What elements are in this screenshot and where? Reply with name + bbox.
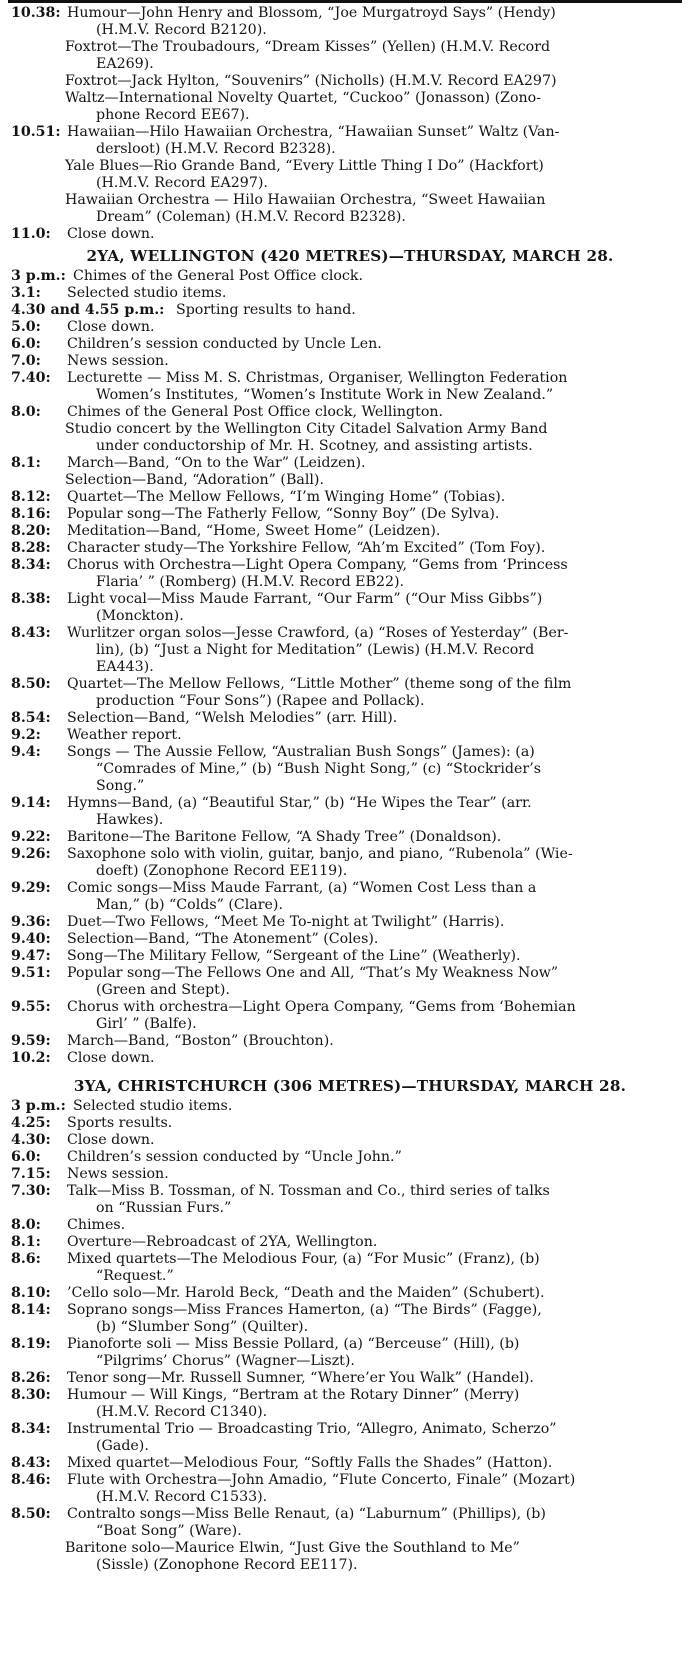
time-stamp: 8.1:	[11, 455, 41, 471]
programme-item-continuation: Girl’ ” (Balfe).	[96, 1016, 197, 1032]
programme-item: Lecturette — Miss M. S. Christmas, Organiser, Wellington Federation	[67, 370, 568, 386]
programme-item: Sporting results to hand.	[176, 302, 356, 318]
programme-item: Pianoforte soli — Miss Bessie Pollard, (a) “Berceuse” (Hill), (b)	[67, 1336, 520, 1352]
time-stamp: 9.47:	[11, 948, 51, 964]
programme-item-continuation: Flaria’ ” (Romberg) (H.M.V. Record EB22).	[96, 574, 405, 590]
time-stamp: 5.0:	[11, 319, 41, 335]
section-heading: 3YA, CHRISTCHURCH (306 METRES)—THURSDAY, MARCH 28.	[73, 1077, 627, 1095]
programme-item-continuation: (H.M.V. Record B2120).	[96, 22, 267, 38]
time-stamp: 4.25:	[11, 1115, 51, 1131]
programme-item: Overture—Rebroadcast of 2YA, Wellington.	[67, 1234, 378, 1250]
programme-item: Duet—Two Fellows, “Meet Me To-night at Twilight” (Harris).	[67, 914, 505, 930]
time-stamp: 3.1:	[11, 285, 41, 301]
programme-item: Selected studio items.	[67, 285, 227, 301]
time-stamp: 3 p.m.:	[11, 1098, 66, 1114]
programme-item-continuation: (H.M.V. Record C1533).	[96, 1489, 268, 1505]
programme-item-continuation: (H.M.V. Record C1340).	[96, 1404, 268, 1420]
time-stamp: 8.14:	[11, 1302, 51, 1318]
time-stamp: 8.19:	[11, 1336, 51, 1352]
programme-item: Waltz—International Novelty Quartet, “Cuckoo” (Jonasson) (Zono-	[65, 90, 541, 106]
programme-item: Humour—John Henry and Blossom, “Joe Murgatroyd Says” (Hendy)	[67, 5, 556, 21]
time-stamp: 9.40:	[11, 931, 51, 947]
programme-item: Instrumental Trio — Broadcasting Trio, “Allegro, Animato, Scherzo”	[67, 1421, 557, 1437]
programme-item: Chimes of the General Post Office clock.	[73, 268, 363, 284]
time-stamp: 9.4:	[11, 744, 41, 760]
programme-item: Hawaiian—Hilo Hawaiian Orchestra, “Hawaiian Sunset” Waltz (Van-	[67, 124, 560, 140]
time-stamp: 8.0:	[11, 404, 41, 420]
time-stamp: 4.30:	[11, 1132, 51, 1148]
time-stamp: 9.22:	[11, 829, 51, 845]
programme-item: ’Cello solo—Mr. Harold Beck, “Death and the Maiden” (Schubert).	[67, 1285, 545, 1301]
programme-item: Chimes of the General Post Office clock, Wellington.	[67, 404, 444, 420]
time-stamp: 8.54:	[11, 710, 51, 726]
time-stamp: 9.59:	[11, 1033, 51, 1049]
programme-item-continuation: Song.”	[96, 778, 145, 794]
time-stamp: 10.38:	[11, 5, 61, 21]
programme-item: Chorus with Orchestra—Light Opera Company, “Gems from ‘Princess	[67, 557, 568, 573]
programme-item-continuation: Hawkes).	[96, 812, 164, 828]
time-stamp: 8.34:	[11, 1421, 51, 1437]
programme-item: Children’s session conducted by Uncle Len.	[67, 336, 382, 352]
programme-item: Quartet—The Mellow Fellows, “I’m Winging Home” (Tobias).	[67, 489, 506, 505]
time-stamp: 8.1:	[11, 1234, 41, 1250]
time-stamp: 8.6:	[11, 1251, 41, 1267]
programme-item: Soprano songs—Miss Frances Hamerton, (a) “The Birds” (Fagge),	[67, 1302, 542, 1318]
top-rule	[8, 0, 682, 3]
programme-item-continuation: (Green and Stept).	[96, 982, 230, 998]
programme-item: Comic songs—Miss Maude Farrant, (a) “Women Cost Less than a	[67, 880, 537, 896]
time-stamp: 9.51:	[11, 965, 51, 981]
programme-item-continuation: Women’s Institutes, “Women’s Institute Work in New Zealand.”	[96, 387, 554, 403]
programme-item: Yale Blues—Rio Grande Band, “Every Little Thing I Do” (Hackfort)	[65, 158, 544, 174]
time-stamp: 9.2:	[11, 727, 41, 743]
programme-item: Songs — The Aussie Fellow, “Australian Bush Songs” (James): (a)	[67, 744, 535, 760]
time-stamp: 8.43:	[11, 625, 51, 641]
programme-item-continuation: “Boat Song” (Ware).	[96, 1523, 242, 1539]
programme-item-continuation: EA269).	[96, 56, 154, 72]
time-stamp: 9.36:	[11, 914, 51, 930]
time-stamp: 9.14:	[11, 795, 51, 811]
programme-item-continuation: Dream” (Coleman) (H.M.V. Record B2328).	[96, 209, 406, 225]
programme-item-continuation: (Sissle) (Zonophone Record EE117).	[96, 1557, 358, 1573]
programme-item: Character study—The Yorkshire Fellow, “Ah’m Excited” (Tom Foy).	[67, 540, 546, 556]
time-stamp: 8.46:	[11, 1472, 51, 1488]
programme-item-continuation: (b) “Slumber Song” (Quilter).	[96, 1319, 309, 1335]
time-stamp: 7.15:	[11, 1166, 51, 1182]
programme-item: News session.	[67, 1166, 169, 1182]
programme-item: March—Band, “On to the War” (Leidzen).	[67, 455, 366, 471]
programme-item: Flute with Orchestra—John Amadio, “Flute Concerto, Finale” (Mozart)	[67, 1472, 576, 1488]
time-stamp: 8.30:	[11, 1387, 51, 1403]
programme-item: Popular song—The Fatherly Fellow, “Sonny Boy” (De Sylva).	[67, 506, 500, 522]
time-stamp: 9.26:	[11, 846, 51, 862]
programme-item: Close down.	[67, 319, 155, 335]
programme-item-continuation: under conductorship of Mr. H. Scotney, and assisting artists.	[96, 438, 533, 454]
programme-item: Hawaiian Orchestra — Hilo Hawaiian Orchestra, “Sweet Hawaiian	[65, 192, 546, 208]
programme-item: Hymns—Band, (a) “Beautiful Star,” (b) “He Wipes the Tear” (arr.	[67, 795, 532, 811]
time-stamp: 8.20:	[11, 523, 51, 539]
programme-item: Close down.	[67, 1132, 155, 1148]
time-stamp: 8.38:	[11, 591, 51, 607]
programme-item: Selection—Band, “Adoration” (Ball).	[65, 472, 324, 488]
programme-item: Children’s session conducted by “Uncle John.”	[67, 1149, 402, 1165]
time-stamp: 8.50:	[11, 1506, 51, 1522]
time-stamp: 8.10:	[11, 1285, 51, 1301]
time-stamp: 6.0:	[11, 1149, 41, 1165]
time-stamp: 8.43:	[11, 1455, 51, 1471]
time-stamp: 7.0:	[11, 353, 41, 369]
programme-item: Chorus with orchestra—Light Opera Company, “Gems from ‘Bohemian	[67, 999, 576, 1015]
programme-item-continuation: “Request.”	[96, 1268, 174, 1284]
programme-item: Mixed quartet—Melodious Four, “Softly Falls the Shades” (Hatton).	[67, 1455, 553, 1471]
programme-item-continuation: (Monckton).	[96, 608, 184, 624]
time-stamp: 8.12:	[11, 489, 51, 505]
programme-item: Contralto songs—Miss Belle Renaut, (a) “Laburnum” (Phillips), (b)	[67, 1506, 546, 1522]
time-stamp: 8.28:	[11, 540, 51, 556]
programme-item: Talk—Miss B. Tossman, of N. Tossman and Co., third series of talks	[67, 1183, 550, 1199]
programme-item: Humour — Will Kings, “Bertram at the Rotary Dinner” (Merry)	[67, 1387, 520, 1403]
time-stamp: 8.50:	[11, 676, 51, 692]
programme-item: Chimes.	[67, 1217, 126, 1233]
programme-item-continuation: (H.M.V. Record EA297).	[96, 175, 268, 191]
programme-item: Close down.	[67, 1050, 155, 1066]
programme-item: Baritone solo—Maurice Elwin, “Just Give the Southland to Me”	[65, 1540, 520, 1556]
programme-item: Wurlitzer organ solos—Jesse Crawford, (a) “Roses of Yesterday” (Ber-	[67, 625, 569, 641]
time-stamp: 3 p.m.:	[11, 268, 66, 284]
programme-item-continuation: doeft) (Zonophone Record EE119).	[96, 863, 348, 879]
section-heading: 2YA, WELLINGTON (420 METRES)—THURSDAY, MARCH 28.	[86, 247, 614, 265]
programme-item-continuation: production “Four Sons”) (Rapee and Pollack).	[96, 693, 425, 709]
time-stamp: 8.0:	[11, 1217, 41, 1233]
programme-item: Mixed quartets—The Melodious Four, (a) “For Music” (Franz), (b)	[67, 1251, 540, 1267]
programme-item-continuation: lin), (b) “Just a Night for Meditation” (Lewis) (H.M.V. Record	[96, 642, 535, 658]
programme-item: March—Band, “Boston” (Brouchton).	[67, 1033, 334, 1049]
programme-item: Song—The Military Fellow, “Sergeant of the Line” (Weatherly).	[67, 948, 521, 964]
programme-item: Tenor song—Mr. Russell Sumner, “Where’er You Walk” (Handel).	[67, 1370, 534, 1386]
programme-item-continuation: on “Russian Furs.”	[96, 1200, 232, 1216]
programme-item: Popular song—The Fellows One and All, “That’s My Weakness Now”	[67, 965, 559, 981]
programme-item: Close down.	[67, 226, 155, 242]
programme-item-continuation: “Comrades of Mine,” (b) “Bush Night Song,” (c) “Stockrider’s	[96, 761, 541, 777]
time-stamp: 6.0:	[11, 336, 41, 352]
time-stamp: 4.30 and 4.55 p.m.:	[11, 302, 165, 318]
time-stamp: 9.29:	[11, 880, 51, 896]
programme-item: Saxophone solo with violin, guitar, banjo, and piano, “Rubenola” (Wie-	[67, 846, 573, 862]
programme-item-continuation: EA443).	[96, 659, 154, 675]
time-stamp: 7.30:	[11, 1183, 51, 1199]
programme-item: Baritone—The Baritone Fellow, “A Shady Tree” (Donaldson).	[67, 829, 502, 845]
time-stamp: 10.51:	[11, 124, 61, 140]
programme-item: Selected studio items.	[73, 1098, 233, 1114]
programme-item: Foxtrot—The Troubadours, “Dream Kisses” (Yellen) (H.M.V. Record	[65, 39, 551, 55]
programme-item: Meditation—Band, “Home, Sweet Home” (Leidzen).	[67, 523, 441, 539]
programme-item: Sports results.	[67, 1115, 173, 1131]
programme-item: Quartet—The Mellow Fellows, “Little Mother” (theme song of the film	[67, 676, 572, 692]
programme-item-continuation: “Pilgrims’ Chorus” (Wagner—Liszt).	[96, 1353, 355, 1369]
time-stamp: 8.16:	[11, 506, 51, 522]
programme-item: Selection—Band, “Welsh Melodies” (arr. Hill).	[67, 710, 398, 726]
time-stamp: 9.55:	[11, 999, 51, 1015]
programme-item-continuation: Man,” (b) “Colds” (Clare).	[96, 897, 283, 913]
programme-item: News session.	[67, 353, 169, 369]
programme-item: Selection—Band, “The Atonement” (Coles).	[67, 931, 379, 947]
time-stamp: 10.2:	[11, 1050, 51, 1066]
time-stamp: 11.0:	[11, 226, 51, 242]
programme-item: Weather report.	[67, 727, 182, 743]
programme-item-continuation: (Gade).	[96, 1438, 149, 1454]
programme-item: Foxtrot—Jack Hylton, “Souvenirs” (Nicholls) (H.M.V. Record EA297)	[65, 73, 557, 89]
programme-item: Light vocal—Miss Maude Farrant, “Our Farm” (“Our Miss Gibbs”)	[67, 591, 543, 607]
programme-item-continuation: dersloot) (H.M.V. Record B2328).	[96, 141, 336, 157]
programme-item: Studio concert by the Wellington City Citadel Salvation Army Band	[65, 421, 548, 437]
time-stamp: 8.26:	[11, 1370, 51, 1386]
programme-item-continuation: phone Record EE67).	[96, 107, 250, 123]
time-stamp: 7.40:	[11, 370, 51, 386]
time-stamp: 8.34:	[11, 557, 51, 573]
